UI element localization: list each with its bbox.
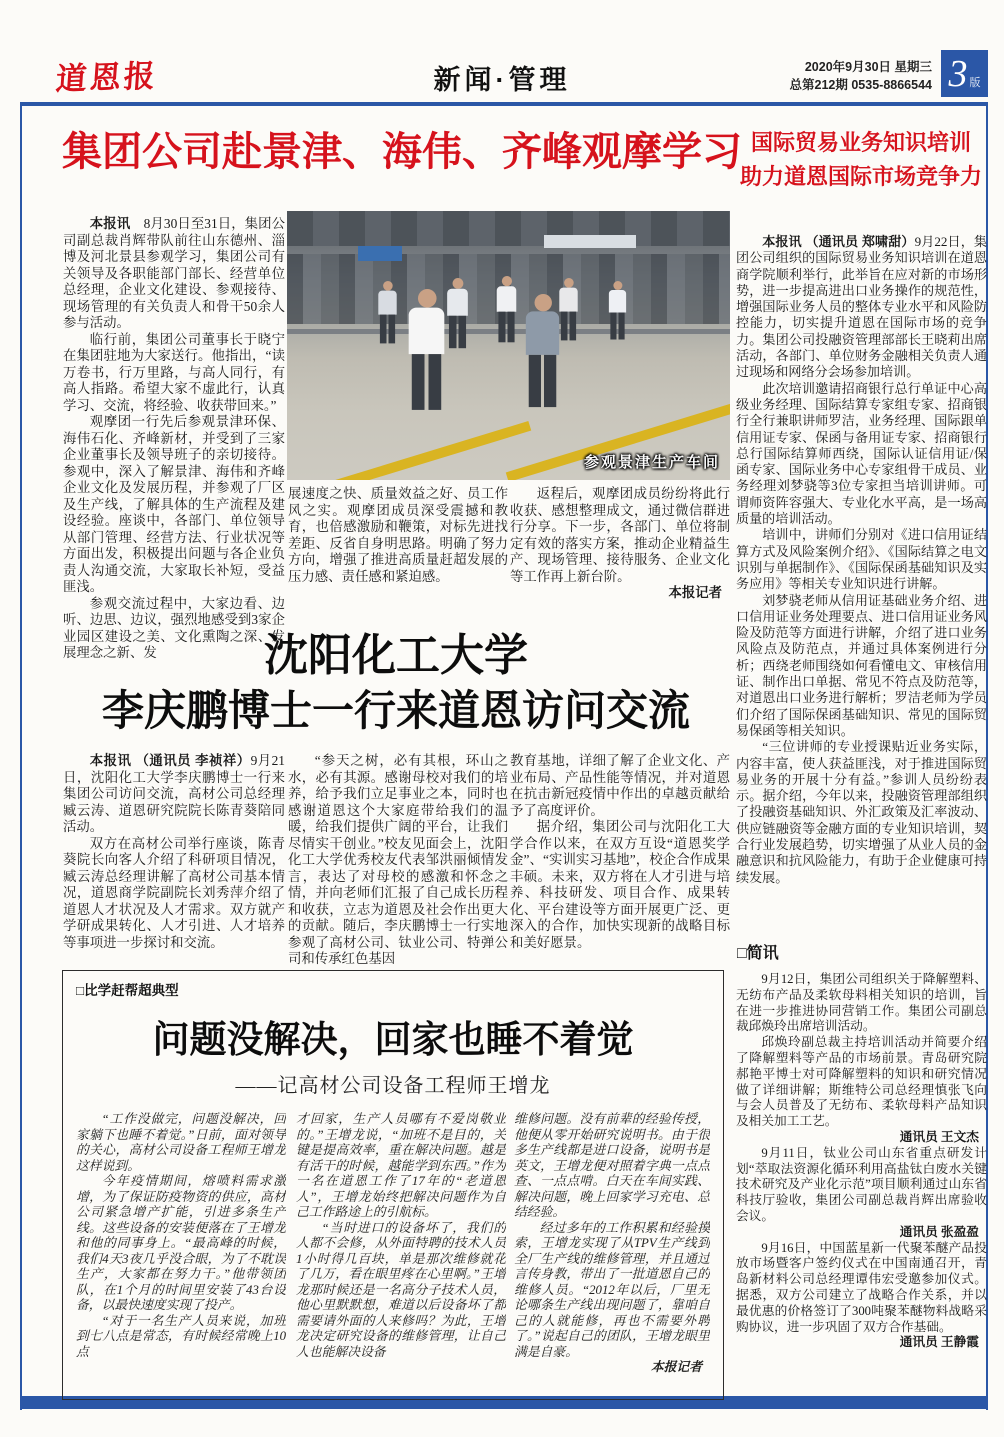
- feature-column-2: [296, 1112, 506, 1394]
- article-paragraph: “工作没做完，问题没解决，回家躺下也睡不着觉。”日前，面对领导的关心，高材公司设备工程师王增龙这样说到。: [76, 1112, 286, 1173]
- article-paragraph: 维修问题。没有前辈的经验传授，他便从零开始研究说明书。由于很多生产线都是进口设备，说明书是英文，王增龙便对照着字典一点点查、一点点啃。白天在车间实践、解决问题，晚上回家学习充电、总结经验。: [514, 1112, 710, 1219]
- photo-ceiling: [287, 211, 730, 246]
- visit-column-2: [288, 753, 508, 967]
- tour-photo: [287, 211, 730, 480]
- article-paragraph: 双方在高材公司举行座谈，陈青葵院长向客人介绍了科研项目情况，臧云涛总经理讲解了高材公司基本情况，道恩商学院副院长刘秀萍介绍了道恩人才状况及人才需求。双方就产学研成果转化、人才引进、人才培养等事项进一步探讨和交流。: [63, 835, 285, 950]
- photo-banner: [544, 235, 636, 248]
- brief-byline: 通讯员 张盈盈: [899, 1224, 979, 1239]
- visit-headline-line1: 沈阳化工大学: [264, 631, 528, 680]
- masthead-logo: 道恩报: [54, 58, 159, 97]
- article-paragraph: 本报讯 （通讯员 郑啸甜）9月22日，集团公司组织的国际贸易业务知识培训在道恩商学院顺利举行，此举旨在应对新的市场形势，进一步提高进出口业务操作的规范性，增强国际业务人员的整体专业水平和风险防控能力，切实提升道恩在国际市场的竞争力。集团公司投融资管理部部长王晓莉出席活动，各部门、单位财务金融相关负责人通过现场和网络分会场参加培训。: [736, 234, 988, 380]
- page-number: 3: [948, 52, 968, 95]
- feature-column-3: [514, 1112, 710, 1394]
- article-paragraph: “参天之树，必有其根，环山之水，必有其源。感谢母校对我们的培养，给予我们立足事业之本，同时也感谢道恩这个大家庭带给我们的温暖，给我们提供广阔的平台，让我们尽情实干创业。”校友见面会上，沈阳化工大学优秀校友代表邹洪丽倾情发言，表达了对母校的感激和怀念之情，并向老师们汇报了自己成长历程和收获，立志为道恩及社会作出更大的贡献。随后，李庆鹏博士一行实地参观了高材公司、钛业公司、特弹公司和传承红色基因: [288, 753, 508, 966]
- brief-byline: 通讯员 王静霞: [899, 1335, 979, 1350]
- visit-headline: [62, 628, 730, 738]
- visit-column-3: [510, 753, 730, 967]
- brief-item: 9月12日，集团公司组织关于降解塑料、无纺布产品及柔软母料相关知识的培训，旨在进一步推进协同营销工作。集团公司副总裁邱焕玲出席培训活动。: [736, 972, 987, 1034]
- section-title: 新闻·管理: [433, 65, 571, 95]
- header-rule: [20, 102, 988, 106]
- training-headline-line2: 助力道恩国际市场竞争力: [739, 164, 982, 189]
- article-paragraph: “对于一名生产人员来说，加班到七八点是常态，有时候经常晚上10点: [76, 1313, 286, 1359]
- person-figure: [560, 278, 578, 340]
- brief-item: 9月11日，钛业公司山东省重点研发计划“萃取法资源化循环利用高盐钛白废水关键技术研究及产业化示范”项目顺利通过山东省科技厅验收，集团公司副总裁肖辉出席验收会议。: [736, 1145, 987, 1223]
- training-body: [736, 234, 987, 940]
- briefs-body: [736, 972, 987, 1390]
- visit-column-1: [63, 753, 285, 967]
- article-paragraph: 教育基地，详细了解了企业文化、产业布局、产品性能等情况，并对道恩在抗击新冠疫情中作出的卓越贡献给予了高度评价。: [510, 753, 730, 818]
- briefs-section-label: □简讯: [737, 945, 779, 962]
- article-paragraph: 本报讯 8月30日至31日，集团公司副总裁肖辉带队前往山东德州、淄博及河北景县参观学习，集团公司有关领导及各职能部门部长、经营单位总经理，企业文化建设、参观接待、现场管理的有关负责人和骨干50余人参与活动。: [63, 216, 286, 330]
- feature-kicker: □比学赶帮超典型: [76, 983, 179, 998]
- feature-column-1: [76, 1112, 286, 1394]
- article-paragraph: 据介绍，集团公司与沈阳化工大学合作以来，在双方互设“道恩奖学金”、“实训实习基地”，校企合作成果丰硕。未来，双方将在人才引进与培养、科技研发、项目合作、成果转化、平台建设等方面开展更广泛、更深入的合作，加快实现新的战略目标和美好愿景。: [510, 819, 730, 950]
- floor-stripe: [287, 421, 532, 480]
- person-figure: [378, 281, 396, 343]
- article-paragraph: 展速度之快、质量效益之好、员工作风之实。观摩团成员深受震撼和教育，也倍感激励和鞭策，对标先进找差距、反省自身明思路。明确了努力方向，增强了推进高质量赶超发展的压力感、责任感和紧迫感。: [288, 486, 508, 584]
- page-unit: 版: [969, 76, 981, 89]
- article-paragraph: 此次培训邀请招商银行总行单证中心高级业务经理、国际结算专家组专家、招商银行全行兼职讲师罗洁，业务经理、国际跟单信用证专家、保函与备用证专家、招商银行总行国际结算师西绕，国际认证信用证/保函专家、国际业务中心专家组骨干成员、业务经理刘梦骁等3位专家担当培训讲师。可谓师资阵容强大、专业化水平高，是一场高质量的培训活动。: [736, 380, 987, 527]
- person-figure: [497, 276, 517, 342]
- brief-item: 邱焕玲副总裁主持培训活动并简要介绍了降解塑料等产品的市场前景。青岛研究院郝艳平博士对可降解塑料的知识和研究情况做了详细讲解；斯维特公司总经理慎张飞向与会人员普及了无纺布、柔软母料产品知识及相关加工工艺。: [736, 1035, 987, 1129]
- person-figure: [609, 281, 626, 340]
- tour-headline: 集团公司赴景津、海伟、齐峰观摩学习: [62, 130, 742, 174]
- photo-blue-sign: [358, 246, 402, 261]
- dateline-lead: 本报讯 （通讯员 李祯祥）: [89, 753, 251, 768]
- training-headline: [735, 126, 987, 194]
- article-paragraph: 才回家，生产人员哪有不爱岗敬业的。”王增龙说，“加班不是目的，关键是提高效率，重在解决问题。越是有活干的时候，越能学到东西。”作为一名在道恩工作了17年的“老道恩人”，王增龙始终把解决问题作为自己工作路途上的引航标。: [296, 1112, 506, 1219]
- page-border-left: [20, 102, 22, 1410]
- person-figure: [409, 289, 445, 410]
- photo-caption: 参观景津生产车间: [583, 455, 720, 471]
- page-number-box: [941, 50, 988, 97]
- person-figure: [448, 278, 469, 348]
- article-paragraph: 临行前，集团公司董事长于晓宁在集团驻地为大家送行。他指出，“读万卷书，行万里路，与高人同行，有高人指路。希望大家不虚此行，认真学习、交流，将经验、收获带回来。”: [63, 331, 285, 413]
- article-paragraph: 本报讯 （通讯员 李祯祥）9月21日，沈阳化工大学李庆鹏博士一行来集团公司访问交流，高材公司总经理臧云涛、道恩研究院院长陈青葵陪同活动。: [63, 753, 285, 834]
- date-block: [720, 58, 932, 94]
- person-figure: [525, 294, 558, 407]
- visit-headline-line2: 李庆鹏博士一行来道恩访问交流: [101, 687, 690, 734]
- dateline-lead: 本报讯 （通讯员 郑啸甜）: [762, 234, 915, 249]
- tour-byline: 本报记者: [668, 585, 722, 600]
- feature-headline: 问题没解决，回家也睡不着觉: [152, 1019, 634, 1060]
- article-paragraph: “当时进口的设备坏了，我们的人都不会修，从外面特聘的技术人员1小时得几百块，单是那次维修就花了几万，看在眼里疼在心里啊。”王增龙那时候还是一名高分子技术人员，他心里默默想，难道以后设备坏了都需要请外面的人来修吗？为此，王增龙决定研究设备的维修管理，让自己人也能解决设备: [296, 1220, 506, 1359]
- feature-byline: 本报记者: [650, 1360, 702, 1374]
- tour-column-1: [63, 216, 285, 658]
- feature-subtitle: ——记高材公司设备工程师王增龙: [235, 1075, 551, 1097]
- brief-item: 9月16日，中国蓝星新一代聚苯醚产品投放市场暨客户签约仪式在中国南通召开，青岛新材料公司总经理谭伟宏受邀参加仪式。据悉，双方公司建立了战略合作关系，并以最优惠的价格签订了300吨聚苯醚物料战略采购协议，进一步巩固了双方合作基础。: [736, 1240, 987, 1334]
- dateline-lead: 本报讯: [89, 216, 131, 231]
- article-paragraph: 今年疫情期间，熔喷料需求激增，为了保证防疫物资的供应，高材公司紧急增产扩能，引进多条生产线。这些设备的安装便落在了王增龙和他的同事身上。“最高峰的时候，我们4天3夜几乎没合眼，为了不耽误生产，大家都在努力干。”他带领团队，在1个月的时间里安装了43台设备，以最快速度实现了投产。: [76, 1174, 286, 1312]
- date-line: 2020年9月30日 星期三: [804, 60, 932, 74]
- article-paragraph: 培训中，讲师们分别对《进口信用证结算方式及风险案例介绍》、《国际结算之电文识别与单据制作》、《国际保函基础知识及实务应用》等相关专业知识进行讲解。: [736, 527, 987, 592]
- article-paragraph: 经过多年的工作积累和经验摸索，王增龙实现了从TPV生产线到全厂生产线的维修管理，并且通过言传身教，带出了一批道恩自己的维修人员。“2012年以后，厂里无论哪条生产线出现问题了，靠咱自己的人就能修，再也不需要外聘了。”说起自己的团队，王增龙眼里满是自豪。: [514, 1220, 710, 1359]
- article-paragraph: 参观交流过程中，大家边看、边听、边思、边议，强烈地感受到3家企业园区建设之美、文化熏陶之深、发展理念之新、发: [63, 595, 285, 660]
- article-paragraph: 返程后，观摩团成员纷纷将此行收获、感想整理成文，通过微信群进行分享。下一步，各部门、单位将制定有效的落实方案，推动企业精益生产、现场管理、接待服务、企业文化等工作再上新台阶。: [510, 486, 730, 584]
- training-headline-line1: 国际贸易业务知识培训: [750, 130, 971, 155]
- article-paragraph: “三位讲师的专业授课贴近业务实际，内容丰富，使人获益匪浅，对于推进国际贸易业务的开展十分有益。”参训人员纷纷表示。据介绍，今年以来，投融资管理部组织了投融资基础知识、外汇政策及汇率波动、供应链融资等金融方面的专业知识培训，契合行业发展趋势，切实增强了从业人员的金融意识和抗风险能力，有助于企业健康可持续发展。: [736, 739, 987, 885]
- article-paragraph: 刘梦骁老师从信用证基础业务介绍、进口信用证业务处理要点、进口信用证业务风险及防范等方面进行讲解，介绍了进口业务风险点及防范点，并通过具体案例进行分析；西绕老师围绕如何看懂电文、审核信用证、制作出口单据、常见不符点及防范等，对道恩出口业务进行解析；罗洁老师为学员们介绍了国际保函基础知识、常见的国际贸易保函等相关知识。: [736, 592, 987, 738]
- article-paragraph: 观摩团一行先后参观景津环保、海伟石化、齐峰新材，并受到了三家企业董事长及领导班子的亲切接待。参观中，深入了解景津、海伟和齐峰企业文化及发展历程，并参观了厂区及生产线，了解具体的生产流程及建设经验。座谈中，各部门、单位领导从部门管理、经营方法、行业状况等方面出发，积极提出问题与各企业负责人沟通交流，大家取长补短，受益匪浅。: [63, 414, 285, 594]
- issue-line: 总第212期 0535-8866544: [789, 78, 932, 92]
- brief-byline: 通讯员 王文杰: [899, 1129, 979, 1144]
